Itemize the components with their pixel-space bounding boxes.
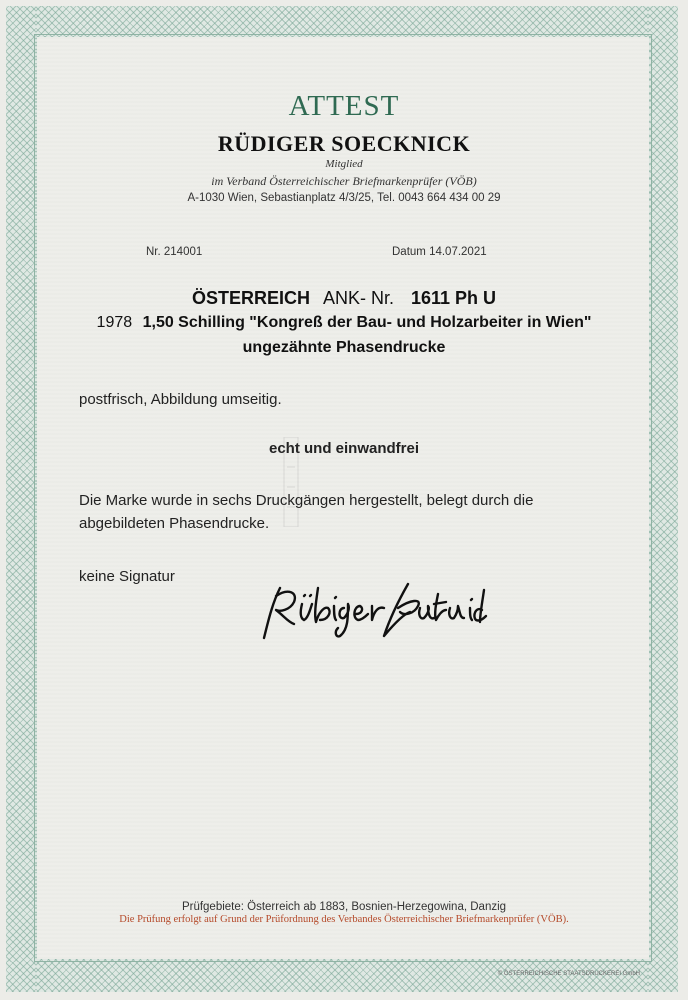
stamp-description: 1,50 Schilling "Kongreß der Bau- und Holzarbeiter in Wien"	[142, 314, 592, 331]
embossed-seal-watermark	[282, 437, 300, 527]
verdict-text: echt und einwandfrei	[268, 440, 419, 457]
examiner-name: RÜDIGER SOECKNICK	[217, 131, 471, 156]
examiner-signature	[258, 574, 488, 644]
stamp-description-line	[0, 314, 688, 332]
stamp-year: 1978	[96, 314, 133, 331]
examination-regulation-note: Die Prüfung erfolgt auf Grund der Prüfordnung des Verbandes Österreichischer Briefmarkenprüfer (VÖB).	[119, 914, 569, 925]
member-label: Mitglied	[325, 158, 363, 170]
country-name: ÖSTERREICH	[191, 288, 310, 308]
printer-imprint: © ÖSTERREICHISCHE STAATSDRUCKEREI GmbH	[497, 971, 640, 977]
catalog-label: ANK- Nr.	[322, 288, 394, 308]
condition-text: postfrisch, Abbildung umseitig.	[79, 391, 282, 408]
production-note-line-2: abgebildeten Phasendrucke.	[79, 515, 270, 532]
signature-note: keine Signatur	[79, 568, 175, 585]
certificate-date: Datum 14.07.2021	[392, 246, 487, 258]
certificate-number: Nr. 214001	[146, 246, 203, 258]
examiner-address: A-1030 Wien, Sebastianplatz 4/3/25, Tel. 0043 664 434 00 29	[187, 192, 501, 204]
association-name: im Verband Österreichischer Briefmarkenprüfer (VÖB)	[211, 174, 477, 188]
country-catalog-line	[0, 288, 688, 309]
certificate-title: ATTEST	[288, 90, 400, 122]
production-note-line-1: Die Marke wurde in sechs Druckgängen hergestellt, belegt durch die	[79, 492, 534, 509]
examination-areas: Prüfgebiete: Österreich ab 1883, Bosnien-Herzegowina, Danzig	[181, 901, 507, 913]
stamp-variety: ungezähnte Phasendrucke	[242, 339, 446, 356]
catalog-number: 1611 Ph U	[411, 288, 497, 308]
